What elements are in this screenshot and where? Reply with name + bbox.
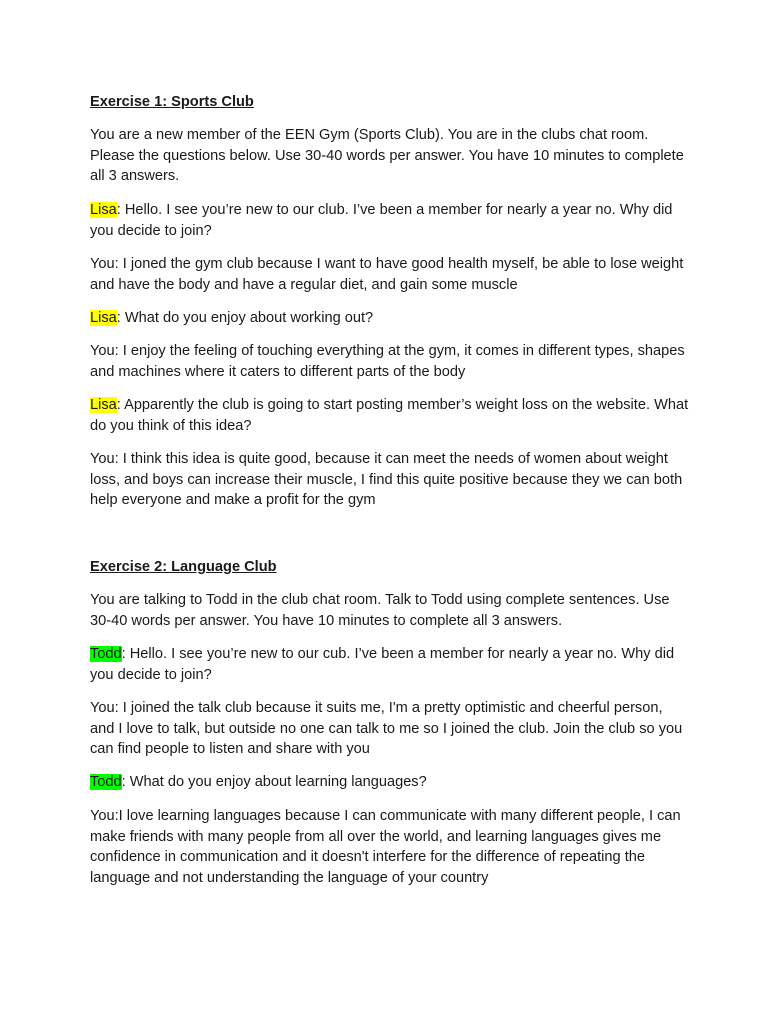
- question-text: : Apparently the club is going to start posting member’s weight loss on the website. What do you think of this idea?: [90, 397, 689, 434]
- speaker-lisa: Lisa: [90, 202, 117, 218]
- question-text: : What do you enjoy about working out?: [116, 310, 374, 326]
- speaker-todd: Todd: [90, 774, 122, 790]
- answer-5: You:I love learning languages because I can communicate with many different people, I can make friends with many people from all over the world, and learning languages gives me confidence in communication and it doesn't interfere for the difference of repeating the language and not understanding the language of your country: [90, 808, 681, 886]
- lisa-question-2: [90, 308, 690, 329]
- lisa-question-3: [90, 395, 690, 436]
- question-text: : Hello. I see you’re new to our club. I’ve been a member for nearly a year no. Why did you decide to join?: [90, 202, 673, 239]
- answer-4: You: I joined the talk club because it suits me, I'm a pretty optimistic and cheerful person, and I love to talk, but outside no one can talk to me so I joined the club. Join the club so you can find people to listen and share with you: [90, 700, 683, 758]
- exercise-2-intro: You are talking to Todd in the club chat room. Talk to Todd using complete sentences. Use 30-40 words per answer. You have 10 minutes to complete all 3 answers.: [90, 592, 670, 629]
- answer-3: You: I think this idea is quite good, because it can meet the needs of women about weight loss, and boys can increase their muscle, I find this quite positive because they we can both help everyone and make a profit for the gym: [90, 451, 683, 509]
- answer-1: You: I joned the gym club because I want to have good health myself, be able to lose weight and have the body and have a regular diet, and gain some muscle: [90, 256, 684, 293]
- speaker-lisa: Lisa: [90, 397, 117, 413]
- question-text: : What do you enjoy about learning languages?: [121, 774, 427, 790]
- exercise-1-heading: Exercise 1: Sports Club: [90, 94, 254, 110]
- exercise-2-heading: Exercise 2: Language Club: [90, 559, 277, 575]
- answer-2: You: I enjoy the feeling of touching everything at the gym, it comes in different types, shapes and machines where it caters to different parts of the body: [90, 343, 685, 380]
- speaker-todd: Todd: [90, 646, 122, 662]
- todd-question-2: [90, 772, 690, 793]
- todd-question-1: [90, 644, 690, 685]
- speaker-lisa: Lisa: [90, 310, 117, 326]
- question-text: : Hello. I see you’re new to our cub. I’ve been a member for nearly a year no. Why did you decide to join?: [90, 646, 675, 683]
- lisa-question-1: [90, 200, 690, 241]
- exercise-1-intro: You are a new member of the EEN Gym (Sports Club). You are in the clubs chat room. Please the questions below. Use 30-40 words per answer. You have 10 minutes to complete all 3 answers.: [90, 127, 684, 185]
